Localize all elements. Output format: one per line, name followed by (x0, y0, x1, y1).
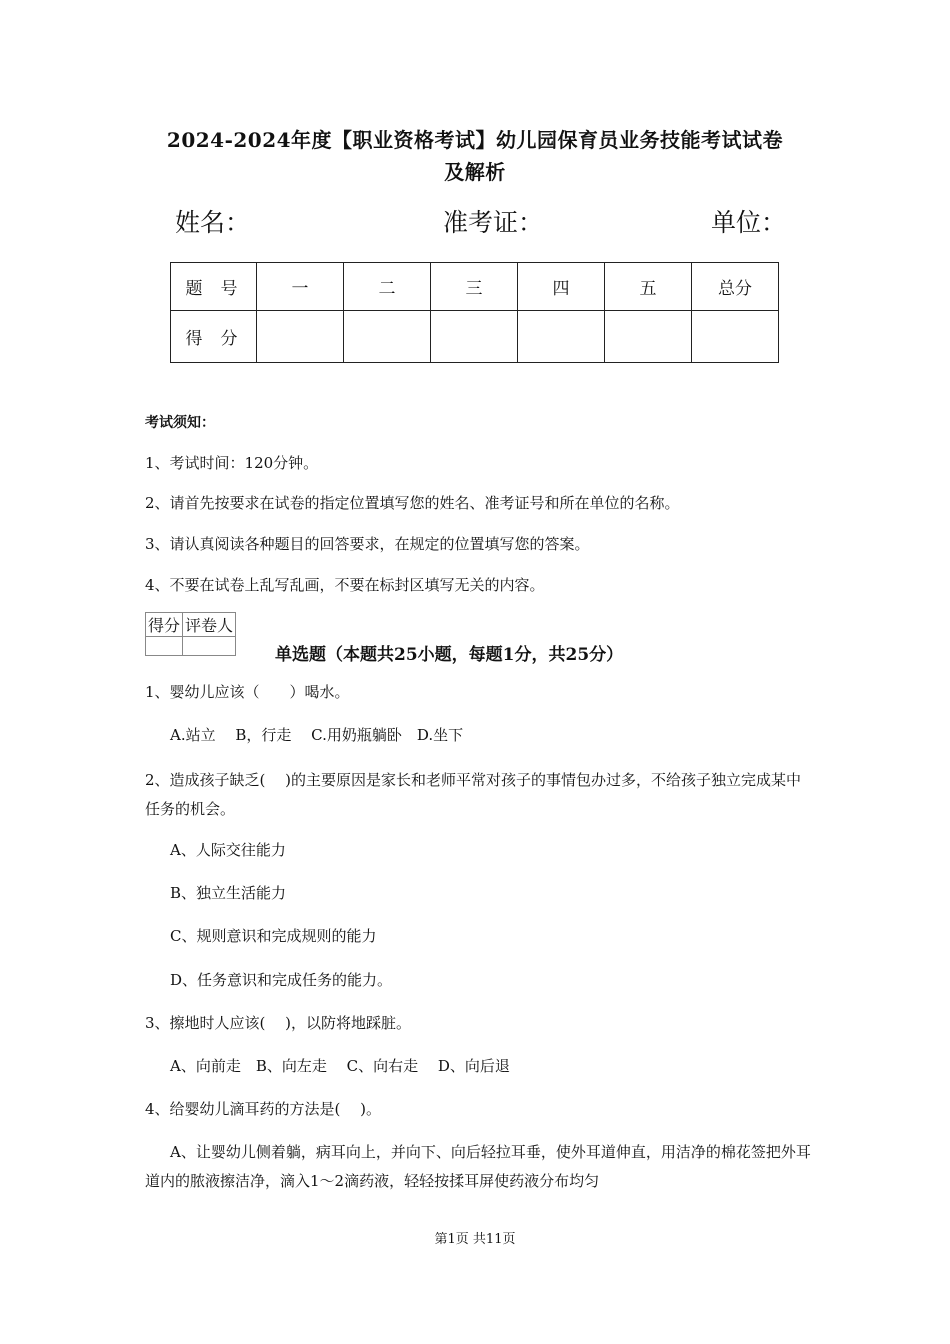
score-table-header-cell: 二 (344, 263, 431, 311)
score-input-cell[interactable] (605, 311, 692, 363)
question-1-stem: 1、婴幼儿应该（ ）喝水。 (145, 683, 350, 701)
score-table-header-cell: 五 (605, 263, 692, 311)
score-input-cell[interactable] (344, 311, 431, 363)
grader-score-label: 得分 (146, 613, 183, 637)
question-3-stem: 3、擦地时人应该( )，以防将地踩脏。 (145, 1014, 412, 1032)
score-table (170, 262, 779, 363)
question-2-option-a: A、人际交往能力 (170, 841, 286, 859)
question-2-option-b: B、独立生活能力 (170, 884, 287, 902)
score-table-header-row (171, 263, 779, 311)
score-table-header-cell: 总分 (692, 263, 779, 311)
question-2-option-d: D、任务意识和完成任务的能力。 (170, 971, 393, 989)
exam-id-label: 准考证： (443, 208, 544, 237)
score-input-cell[interactable] (692, 311, 779, 363)
score-input-cell[interactable] (518, 311, 605, 363)
score-table-header-cell: 三 (431, 263, 518, 311)
notes-title: 考试须知： (145, 415, 215, 431)
score-table-header-cell: 一 (257, 263, 344, 311)
note-item: 1、考试时间：120分钟。 (145, 454, 319, 472)
score-table-header-cell: 题号 (171, 263, 257, 311)
question-1-options: A.站立 B，行走 C.用奶瓶躺卧 D.坐下 (170, 726, 464, 744)
grader-table (145, 612, 236, 656)
note-item: 2、请首先按要求在试卷的指定位置填写您的姓名、准考证号和所在单位的名称。 (145, 494, 680, 512)
page-footer: 第1页 共11页 (434, 1232, 516, 1247)
grader-name-label: 评卷人 (183, 613, 236, 637)
question-2-option-c: C、规则意识和完成规则的能力 (170, 927, 377, 945)
score-row-label: 得分 (171, 311, 257, 363)
score-table-header-cell: 四 (518, 263, 605, 311)
question-4-option-a: A、让婴幼儿侧着躺，病耳向上，并向下、向后轻拉耳垂，使外耳道伸直，用洁净的棉花签把外耳道内的脓液擦洁净，滴入1～2滴药液，轻轻按揉耳屏使药液分布均匀 (145, 1143, 811, 1190)
score-input-cell[interactable] (431, 311, 518, 363)
question-4-stem: 4、给婴幼儿滴耳药的方法是( )。 (145, 1100, 382, 1118)
question-3-options: A、向前走 B、向左走 C、向右走 D、向后退 (170, 1057, 510, 1075)
score-input-cell[interactable] (257, 311, 344, 363)
question-2-stem: 2、造成孩子缺乏( )的主要原因是家长和老师平常对孩子的事情包办过多，不给孩子独立完成某中任务的机会。 (145, 771, 802, 818)
grader-name-cell[interactable] (183, 637, 236, 656)
section-title: 单选题（本题共25小题，每题1分，共25分） (275, 645, 624, 665)
page-title-continued: 及解析 (444, 160, 506, 184)
note-item: 3、请认真阅读各种题目的回答要求，在规定的位置填写您的答案。 (145, 535, 590, 553)
note-item: 4、不要在试卷上乱写乱画，不要在标封区填写无关的内容。 (145, 576, 545, 594)
grader-score-cell[interactable] (146, 637, 183, 656)
score-table-score-row (171, 311, 779, 363)
unit-label: 单位： (711, 208, 787, 237)
page-title: 2024-2024年度【职业资格考试】幼儿园保育员业务技能考试试卷 (166, 128, 784, 152)
name-label: 姓名： (175, 208, 251, 237)
